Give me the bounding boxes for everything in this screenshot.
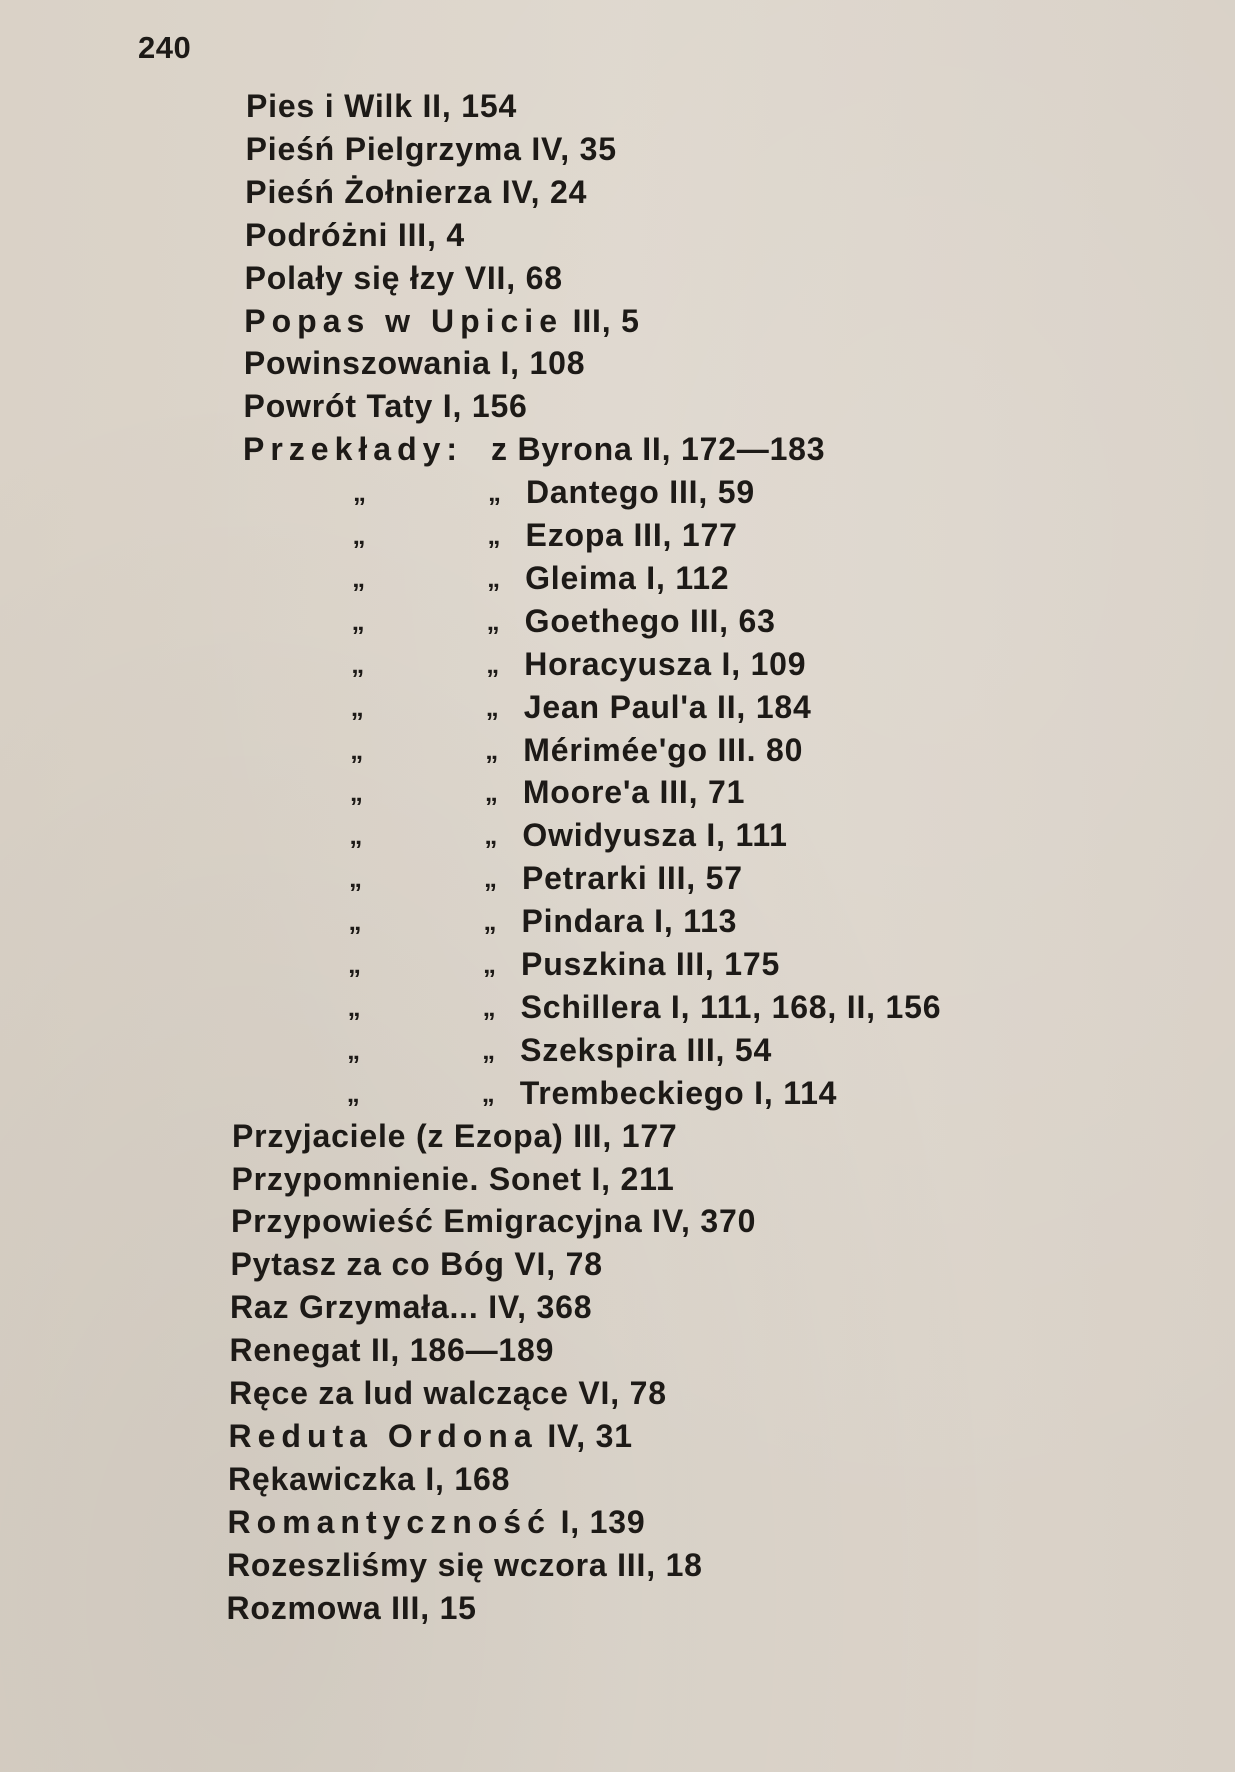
index-entry [244, 302, 639, 340]
ditto-mark: „ [349, 820, 363, 851]
przeklady-item: Szekspira III, 54 [520, 1031, 773, 1068]
ditto-mark: „ [350, 734, 364, 765]
ditto-mark: „ [351, 648, 365, 679]
index-entry: Raz Grzymała... IV, 368 [230, 1289, 593, 1326]
przeklady-item: Schillera I, 111, 168, II, 156 [520, 988, 942, 1025]
index-entry: Przyjaciele (z Ezopa) III, 177 [232, 1117, 678, 1154]
ditto-mark: „ [353, 477, 366, 508]
ditto-mark: „ [487, 520, 501, 550]
ditto-mark: „ [352, 520, 366, 550]
index-entry: Rękawiczka I, 168 [228, 1460, 511, 1497]
index-entry [229, 1417, 633, 1455]
ditto-mark: „ [346, 1077, 360, 1108]
ditto-mark: „ [484, 820, 498, 851]
index-entry: Przypomnienie. Sonet I, 211 [231, 1160, 675, 1197]
index-entry: Podróżni III, 4 [244, 216, 465, 253]
index-entry: Pieśń Żołnierza IV, 24 [245, 173, 588, 210]
przeklady-item: Goethego III, 63 [524, 602, 776, 639]
entry-reference: III, 5 [562, 302, 640, 339]
ditto-mark: „ [484, 777, 498, 808]
entry-title-spaced: Popas w Upicie [244, 302, 563, 339]
ditto-mark: „ [348, 949, 362, 979]
przeklady-item: Moore'a III, 71 [522, 774, 746, 811]
ditto-mark: „ [482, 991, 496, 1022]
przeklady-item: Ezopa III, 177 [525, 517, 738, 553]
ditto-mark: „ [347, 991, 361, 1022]
ditto-mark: „ [348, 863, 362, 894]
index-entry: Pieśń Pielgrzyma IV, 35 [245, 130, 617, 167]
ditto-mark: „ [351, 605, 365, 636]
ditto-mark: „ [482, 1034, 496, 1065]
ditto-mark: „ [483, 949, 497, 979]
index-entry: Powinszowania I, 108 [243, 345, 586, 382]
index-entry: Rozmowa III, 15 [226, 1589, 477, 1626]
ditto-mark: „ [483, 906, 497, 937]
ditto-mark: „ [348, 906, 362, 937]
ditto-mark: „ [352, 562, 366, 593]
przeklady-item: Puszkina III, 175 [521, 946, 781, 982]
index-entry: Rozeszliśmy się wczora III, 18 [227, 1546, 703, 1583]
przeklady-item: Dantego III, 59 [526, 474, 755, 511]
przeklady-item: Pindara I, 113 [521, 903, 738, 940]
ditto-mark: „ [486, 648, 500, 679]
index-entry: Pies i Wilk II, 154 [246, 88, 518, 124]
index-entry: Ręce za lud walczące VI, 78 [229, 1375, 667, 1411]
przeklady-label: Przekłady: [243, 431, 464, 468]
index-entry: Powrót Taty I, 156 [243, 388, 528, 425]
ditto-mark: „ [349, 777, 363, 808]
page-number: 240 [138, 30, 192, 65]
entry-title-spaced: Reduta Ordona [228, 1417, 538, 1454]
index-entry: Polały się łzy VII, 68 [244, 259, 563, 296]
ditto-mark: „ [481, 1077, 495, 1108]
ditto-mark: „ [485, 734, 499, 765]
ditto-mark: „ [486, 605, 500, 636]
entry-title-spaced: Romantyczność [227, 1503, 551, 1540]
index-entry: Przypowieść Emigracyjna IV, 370 [231, 1203, 757, 1240]
ditto-mark: „ [488, 477, 501, 508]
przeklady-item: Horacyusza I, 109 [524, 645, 807, 682]
przeklady-item: Jean Paul'a II, 184 [523, 688, 812, 725]
przeklady-item: Petrarki III, 57 [521, 860, 743, 897]
przeklady-item: Owidyusza I, 111 [522, 817, 788, 854]
przeklady-item: Mérimée'go III. 80 [523, 731, 804, 768]
przeklady-item: Trembeckiego I, 114 [519, 1074, 838, 1111]
index-entry: Renegat II, 186—189 [229, 1332, 555, 1369]
ditto-mark: „ [487, 562, 501, 593]
index-entry [228, 1503, 646, 1541]
ditto-mark: „ [350, 691, 364, 722]
entry-reference: IV, 31 [537, 1417, 633, 1454]
ditto-mark: „ [347, 1034, 361, 1065]
index-entry: Pytasz za co Bóg VI, 78 [230, 1246, 603, 1283]
entry-reference: I, 139 [550, 1503, 646, 1540]
przeklady-first-item: z Byrona II, 172—183 [491, 431, 826, 468]
ditto-mark: „ [485, 691, 499, 722]
ditto-mark: „ [483, 863, 497, 894]
przeklady-item: Gleima I, 112 [525, 559, 730, 596]
